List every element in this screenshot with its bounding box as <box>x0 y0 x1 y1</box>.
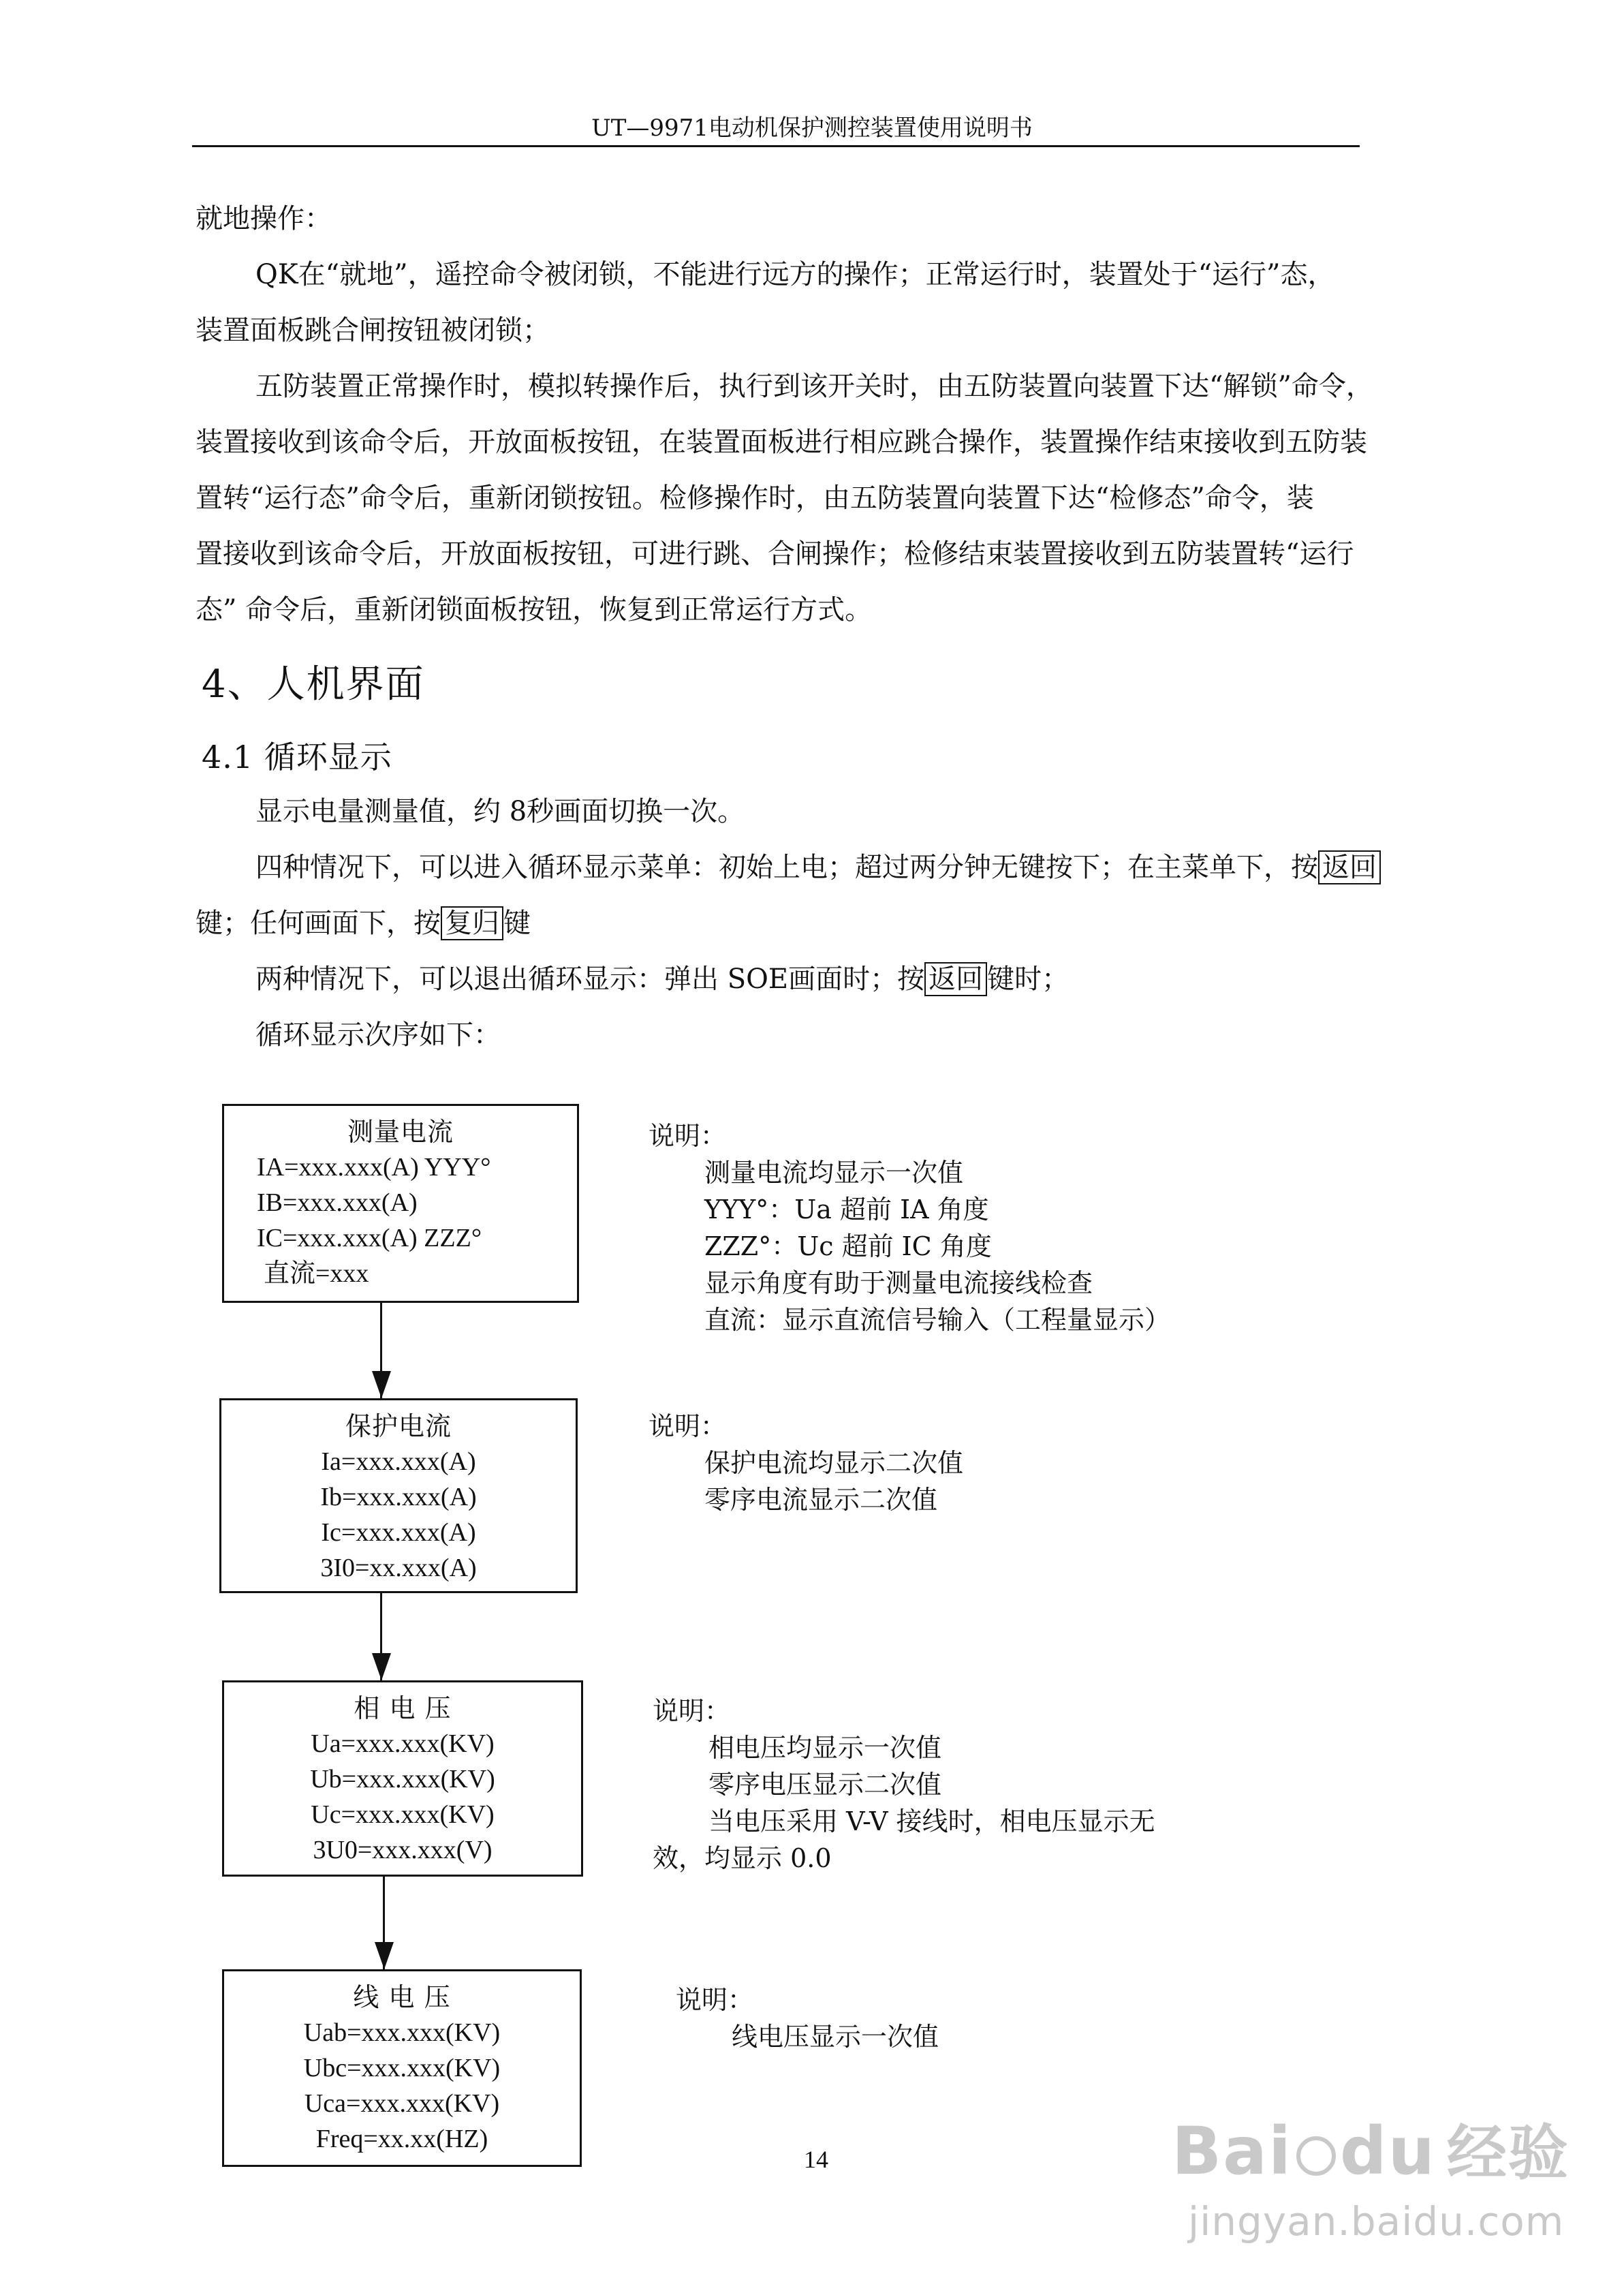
note-label: 说明： <box>653 1696 731 1726</box>
paragraph-line: 装置面板跳合闸按钮被闭锁； <box>196 315 550 346</box>
paragraph-line: QK在“就地”，遥控命令被闭锁，不能进行远方的操作；正常运行时，装置处于“运行”态， <box>255 259 1335 290</box>
flow-box-title: 线 电 压 <box>353 1982 451 2012</box>
watermark-url: jingyan.baidu.com <box>1188 2198 1565 2245</box>
section-4-1-body-cont <box>196 895 531 951</box>
flow-box-row: IC=xxx.xxx(A) ZZZ° <box>257 1224 482 1252</box>
paragraph-line: 态” 命令后，重新闭锁面板按钮，恢复到正常运行方式。 <box>196 594 873 626</box>
flow-box-line-voltage <box>222 1969 582 2167</box>
header-rule <box>192 145 1360 147</box>
flow-note-3 <box>653 1693 1155 1877</box>
note-item: 保护电流均显示二次值 <box>704 1448 964 1478</box>
note-item: 线电压显示一次值 <box>732 2022 939 2052</box>
flow-box-row: IB=xxx.xxx(A) <box>257 1188 418 1217</box>
flow-box-row: IA=xxx.xxx(A) YYY° <box>257 1153 491 1182</box>
note-item: 零序电压显示二次值 <box>708 1770 942 1800</box>
section-4-title: 4、人机界面 <box>202 662 425 707</box>
flow-box-row: Ub=xxx.xxx(KV) <box>310 1765 495 1793</box>
key-return-box: 返回 <box>1318 850 1381 884</box>
flow-box-row: Freq=xx.xx(HZ) <box>315 2125 488 2153</box>
flow-box-row: Uc=xxx.xxx(KV) <box>311 1800 495 1829</box>
note-item: 测量电流均显示一次值 <box>704 1158 964 1188</box>
flow-arrow-head <box>372 1653 391 1680</box>
watermark-brand-cn: 经验 <box>1446 2118 1570 2188</box>
flow-box-measured-current <box>222 1104 579 1303</box>
paragraph-line: 显示电量测量值，约 8秒画面切换一次。 <box>255 796 745 827</box>
flow-arrow-head <box>372 1371 391 1398</box>
paragraph-line <box>255 840 1381 895</box>
flow-box-title: 保护电流 <box>345 1411 452 1441</box>
page-number: 14 <box>804 2146 828 2173</box>
flow-box-phase-voltage <box>222 1680 583 1877</box>
paragraph-text: 两种情况下，可以退出循环显示：弹出 SOE画面时；按 <box>255 964 925 995</box>
baidu-logo-watermark <box>1172 2106 1570 2191</box>
key-return-box: 返回 <box>924 962 987 996</box>
flow-box-row: Uab=xxx.xxx(KV) <box>303 2018 501 2047</box>
watermark-brand-left: Bai <box>1172 2113 1292 2189</box>
flow-box-row: Ia=xxx.xxx(A) <box>321 1447 476 1476</box>
flow-box-row: Ua=xxx.xxx(KV) <box>311 1729 495 1758</box>
paragraph-text: 键 <box>503 908 531 939</box>
flow-arrow-head <box>375 1942 394 1969</box>
note-item: 零序电流显示二次值 <box>704 1485 938 1515</box>
flow-box-protection-current <box>219 1398 578 1593</box>
flow-box-row: 3U0=xxx.xxx(V) <box>313 1836 493 1864</box>
note-label: 说明： <box>649 1411 727 1441</box>
note-item: ZZZ°：Uc 超前 IC 角度 <box>704 1231 992 1261</box>
flow-note-1 <box>649 1118 1170 1338</box>
flow-box-title: 相 电 压 <box>354 1693 452 1723</box>
paragraph-line: 置转“运行态”命令后，重新闭锁按钮。检修操作时，由五防装置向装置下达“检修态”命令，装 <box>196 482 1314 514</box>
note-label: 说明： <box>676 1985 754 2015</box>
note-item-continued: 效，均显示 0.0 <box>653 1843 832 1873</box>
flow-note-2 <box>649 1408 963 1518</box>
paragraph-line: 五防装置正常操作时，模拟转操作后，执行到该开关时，由五防装置向装置下达“解锁”命令， <box>255 371 1373 402</box>
flow-box-row: Ib=xxx.xxx(A) <box>320 1483 477 1511</box>
flow-box-row: 3I0=xx.xxx(A) <box>320 1554 477 1582</box>
baidu-paw-icon <box>1296 2136 1336 2176</box>
paragraph-line: 循环显示次序如下： <box>255 1019 501 1051</box>
note-item: 直流：显示直流信号输入（工程量显示） <box>704 1305 1171 1335</box>
paragraph-line <box>196 895 531 951</box>
local-operation-section <box>196 191 1373 638</box>
paragraph-line: 置接收到该命令后，开放面板按钮，可进行跳、合闸操作；检修结束装置接收到五防装置转“运行 <box>196 538 1354 570</box>
paragraph-text: 键时； <box>987 964 1069 995</box>
note-item: YYY°：Ua 超前 IA 角度 <box>704 1195 989 1224</box>
flow-note-4 <box>676 1982 939 2055</box>
flow-box-row: Ic=xxx.xxx(A) <box>321 1518 476 1547</box>
note-item: 显示角度有助于测量电流接线检查 <box>704 1268 1093 1298</box>
section-4-1-title: 4.1 循环显示 <box>202 739 392 775</box>
watermark-brand-right: du <box>1339 2113 1436 2189</box>
paragraph-line: 装置接收到该命令后，开放面板按钮，在装置面板进行相应跳合操作，装置操作结束接收到五防装 <box>196 427 1367 458</box>
paragraph-text: 键；任何画面下，按 <box>196 908 441 939</box>
local-operation-heading: 就地操作： <box>196 203 332 234</box>
paragraph-line <box>255 951 1069 1007</box>
flow-box-row: Ubc=xxx.xxx(KV) <box>303 2054 501 2082</box>
flow-box-row: Uca=xxx.xxx(KV) <box>304 2089 500 2118</box>
page-header-title: UT—9971电动机保护测控装置使用说明书 <box>591 114 1033 142</box>
section-4-1-body-end <box>255 951 1069 1063</box>
note-item: 当电压采用 V-V 接线时，相电压显示无 <box>708 1806 1155 1836</box>
flow-box-row: 直流=xxx <box>264 1259 369 1288</box>
note-label: 说明： <box>649 1121 727 1151</box>
note-item: 相电压均显示一次值 <box>708 1733 942 1763</box>
flow-box-title: 测量电流 <box>347 1117 454 1147</box>
paragraph-text: 四种情况下，可以进入循环显示菜单：初始上电；超过两分钟无键按下；在主菜单下，按 <box>255 852 1318 883</box>
key-reset-box: 复归 <box>441 906 503 940</box>
section-4-1-body <box>255 784 1381 895</box>
